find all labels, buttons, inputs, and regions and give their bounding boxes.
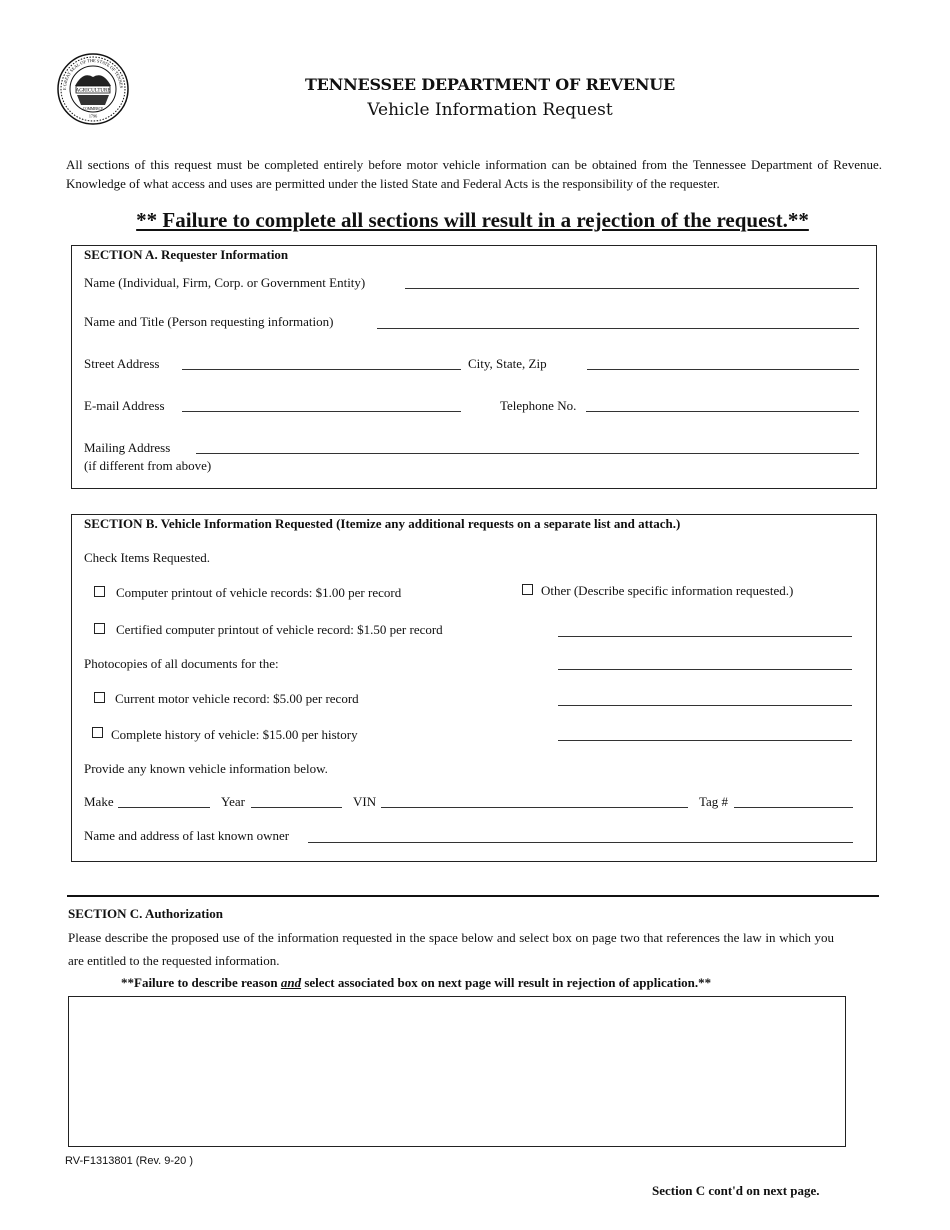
section-c-instructions: Please describe the proposed use of the information requested in the space below and select box on page two that references the law in which you are entitled to the requested information. <box>68 930 834 968</box>
proposed-use-value <box>69 997 845 1009</box>
seal-lower-text: COMMERCE <box>82 107 104 111</box>
agency-name: TENNESSEE DEPARTMENT OF REVENUE <box>304 75 676 94</box>
seal-center-text: AGRICULTURE <box>75 88 111 94</box>
year-field[interactable] <box>251 807 342 808</box>
city-label: City, State, Zip <box>468 356 547 371</box>
form-number: RV-F1313801 (Rev. 9-20 ) <box>65 1155 193 1167</box>
other-line-4[interactable] <box>558 740 852 741</box>
name-title-field[interactable] <box>377 328 859 329</box>
certified-checkbox[interactable] <box>94 623 105 634</box>
check-items-label: Check Items Requested. <box>84 550 210 565</box>
section-a-heading: SECTION A. Requester Information <box>84 247 289 262</box>
section-divider <box>67 895 879 897</box>
mailing-label: Mailing Address <box>84 440 171 455</box>
mailing-field[interactable] <box>196 453 859 454</box>
section-b-heading: SECTION B. Vehicle Information Requested (Itemize any additional requests on a separate list and attach.) <box>84 516 681 531</box>
tag-field[interactable] <box>734 807 853 808</box>
printout-checkbox[interactable] <box>94 586 105 597</box>
rejection-warning: ** Failure to complete all sections will result in a rejection of the request.** <box>136 208 809 232</box>
other-line-1[interactable] <box>558 636 852 637</box>
mailing-note: (if different from above) <box>84 458 212 473</box>
tag-label: Tag # <box>699 794 729 809</box>
make-label: Make <box>84 794 114 809</box>
section-c-heading: SECTION C. Authorization <box>68 906 223 921</box>
section-c-warning-pre: **Failure to describe reason <box>121 975 281 990</box>
section-c-warning-and: and <box>280 975 302 990</box>
continued-note: Section C cont'd on next page. <box>652 1183 820 1198</box>
name-field[interactable] <box>405 288 859 289</box>
vin-field[interactable] <box>381 807 688 808</box>
current-record-label: Current motor vehicle record: $5.00 per record <box>115 691 359 706</box>
vin-label: VIN <box>353 794 377 809</box>
make-field[interactable] <box>118 807 210 808</box>
owner-field[interactable] <box>308 842 853 843</box>
photocopies-label: Photocopies of all documents for the: <box>84 656 279 671</box>
other-line-3[interactable] <box>558 705 852 706</box>
name-title-label: Name and Title (Person requesting information) <box>84 314 334 329</box>
phone-label: Telephone No. <box>500 398 577 413</box>
seal-year-text: 1796 <box>88 113 98 119</box>
form-title: Vehicle Information Request <box>367 100 613 120</box>
printout-label: Computer printout of vehicle records: $1.00 per record <box>116 585 402 600</box>
section-b-box <box>71 514 877 862</box>
other-checkbox[interactable] <box>522 584 533 595</box>
email-field[interactable] <box>182 411 461 412</box>
intro-paragraph: All sections of this request must be completed entirely before motor vehicle information can be obtained from the Tennessee Department of Revenue. Knowledge of what access and uses are permitted under the listed State and Federal Acts is the responsibility of the requester. <box>66 157 882 191</box>
email-label: E-mail Address <box>84 398 165 413</box>
other-label: Other (Describe specific information requested.) <box>541 583 794 598</box>
street-field[interactable] <box>182 369 461 370</box>
history-label: Complete history of vehicle: $15.00 per history <box>111 727 358 742</box>
proposed-use-textbox[interactable] <box>68 996 846 1147</box>
certified-label: Certified computer printout of vehicle record: $1.50 per record <box>116 622 443 637</box>
section-c-warning-post: select associated box on next page will result in rejection of application.** <box>301 975 712 990</box>
city-field[interactable] <box>587 369 859 370</box>
history-checkbox[interactable] <box>92 727 103 738</box>
phone-field[interactable] <box>586 411 859 412</box>
other-line-2[interactable] <box>558 669 852 670</box>
provide-info-label: Provide any known vehicle information below. <box>84 761 328 776</box>
year-label: Year <box>221 794 245 809</box>
owner-label: Name and address of last known owner <box>84 828 290 843</box>
section-c-warning <box>121 975 711 991</box>
current-record-checkbox[interactable] <box>94 692 105 703</box>
seal-ring-text: E GREAT SEAL OF THE STATE OF TENNES <box>61 57 125 91</box>
street-label: Street Address <box>84 356 160 371</box>
name-label: Name (Individual, Firm, Corp. or Government Entity) <box>84 275 366 290</box>
